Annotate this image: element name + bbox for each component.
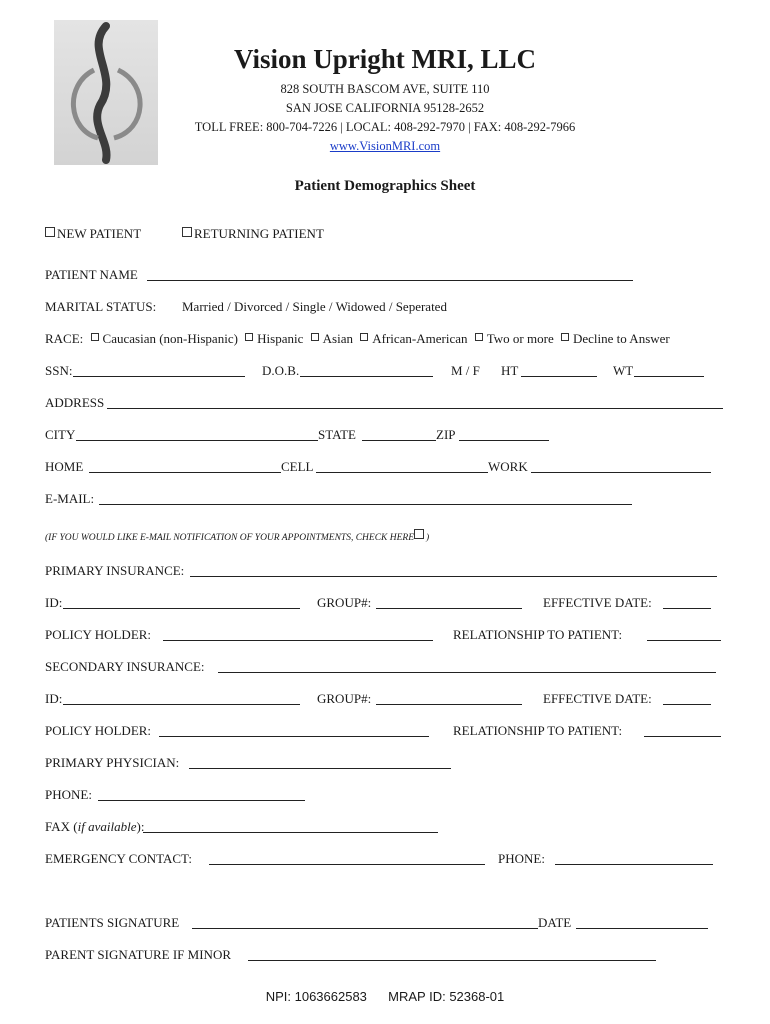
race-checkbox[interactable] (91, 333, 99, 341)
weight-field[interactable] (634, 376, 704, 377)
primary-effective-date-label: EFFECTIVE DATE: (543, 595, 652, 610)
fax-field[interactable] (143, 832, 438, 833)
patient-name-field[interactable] (147, 280, 633, 281)
email-field[interactable] (99, 504, 632, 505)
race-label: RACE: (45, 331, 84, 346)
race-checkbox[interactable] (245, 333, 253, 341)
secondary-group-field[interactable] (376, 704, 522, 705)
secondary-effective-date-label: EFFECTIVE DATE: (543, 691, 652, 706)
primary-effective-date-field[interactable] (663, 608, 711, 609)
fax-label-italic: if available (77, 819, 137, 834)
email-notify-checkbox[interactable] (414, 529, 424, 539)
race-checkbox[interactable] (561, 333, 569, 341)
primary-insurance-field[interactable] (190, 576, 717, 577)
address-line-2: SAN JOSE CALIFORNIA 95128-2652 (285, 101, 485, 115)
secondary-policy-holder-field[interactable] (159, 736, 429, 737)
fax-label-prefix: FAX ( (45, 819, 78, 834)
secondary-insurance-label: SECONDARY INSURANCE: (45, 659, 205, 674)
returning-row (182, 226, 324, 242)
dob-field[interactable] (300, 376, 433, 377)
home-field[interactable] (89, 472, 281, 473)
emergency-contact-label: EMERGENCY CONTACT: (45, 851, 192, 866)
website-link[interactable]: www.VisionMRI.com (329, 139, 441, 153)
address-field[interactable] (107, 408, 723, 409)
race-row (45, 331, 670, 347)
npi-number: NPI: 1063662583 (265, 989, 367, 1004)
primary-group-field[interactable] (376, 608, 522, 609)
race-checkbox[interactable] (360, 333, 368, 341)
footer (0, 989, 770, 1004)
secondary-relationship-field[interactable] (644, 736, 721, 737)
new-patient-label: NEW PATIENT (57, 226, 142, 241)
company-name: Vision Upright MRI, LLC (233, 44, 537, 74)
zip-label: ZIP (436, 427, 456, 442)
city-label: CITY (45, 427, 76, 442)
ssn-field[interactable] (73, 376, 245, 377)
ssn-label: SSN: (45, 363, 73, 378)
height-field[interactable] (521, 376, 597, 377)
secondary-id-label: ID: (45, 691, 63, 706)
work-field[interactable] (531, 472, 711, 473)
secondary-relationship-label: RELATIONSHIP TO PATIENT: (453, 723, 623, 738)
cell-label: CELL (281, 459, 314, 474)
secondary-id-field[interactable] (63, 704, 300, 705)
city-field[interactable] (76, 440, 318, 441)
new-patient-checkbox[interactable] (45, 227, 55, 237)
parent-signature-field[interactable] (248, 960, 656, 961)
signature-date-field[interactable] (576, 928, 708, 929)
fax-label (45, 819, 144, 835)
marital-status-label: MARITAL STATUS: (45, 299, 157, 314)
email-note-end: ) (426, 533, 430, 543)
race-option: Asian (322, 331, 353, 346)
race-checkbox[interactable] (311, 333, 319, 341)
mrap-id: MRAP ID: 52368-01 (388, 989, 505, 1004)
weight-label: WT (613, 363, 634, 378)
company-logo (54, 20, 158, 165)
logo-swoosh-icon (54, 20, 158, 165)
primary-insurance-label: PRIMARY INSURANCE: (45, 563, 185, 578)
parent-signature-label: PARENT SIGNATURE IF MINOR (45, 947, 231, 962)
cell-field[interactable] (316, 472, 488, 473)
race-option: Hispanic (257, 331, 304, 346)
patient-type-row (45, 226, 141, 242)
zip-field[interactable] (459, 440, 549, 441)
sex-label: M / F (451, 363, 480, 378)
sheet-title: Patient Demographics Sheet (294, 178, 476, 194)
height-label: HT (501, 363, 519, 378)
secondary-effective-date-field[interactable] (663, 704, 711, 705)
primary-policy-holder-field[interactable] (163, 640, 433, 641)
secondary-group-label: GROUP#: (317, 691, 372, 706)
primary-id-field[interactable] (63, 608, 300, 609)
marital-options: Married / Divorced / Single / Widowed / Seperated (182, 299, 447, 314)
email-label: E-MAIL: (45, 491, 95, 506)
emergency-contact-field[interactable] (209, 864, 485, 865)
patient-signature-label: PATIENTS SIGNATURE (45, 915, 180, 930)
emergency-phone-label: PHONE: (498, 851, 545, 866)
signature-date-label: DATE (538, 915, 572, 930)
physician-phone-field[interactable] (98, 800, 305, 801)
secondary-policy-holder-label: POLICY HOLDER: (45, 723, 152, 738)
race-option: Two or more (486, 331, 554, 346)
email-note-text: (IF YOU WOULD LIKE E-MAIL NOTIFICATION OF YOUR APPOINTMENTS, CHECK HERE (45, 533, 415, 543)
secondary-insurance-field[interactable] (218, 672, 716, 673)
work-label: WORK (488, 459, 528, 474)
primary-policy-holder-label: POLICY HOLDER: (45, 627, 152, 642)
returning-patient-checkbox[interactable] (182, 227, 192, 237)
race-option: Caucasian (non-Hispanic) (102, 331, 238, 346)
address-line-1: 828 SOUTH BASCOM AVE, SUITE 110 (280, 82, 490, 96)
primary-relationship-field[interactable] (647, 640, 721, 641)
race-option: African-American (372, 331, 468, 346)
email-note (45, 529, 429, 546)
physician-phone-label: PHONE: (45, 787, 92, 802)
race-option: Decline to Answer (572, 331, 670, 346)
phone-line: TOLL FREE: 800-704-7226 | LOCAL: 408-292-7970 | FAX: 408-292-7966 (194, 120, 576, 134)
returning-patient-label: RETURNING PATIENT (194, 226, 324, 241)
home-label: HOME (45, 459, 84, 474)
primary-physician-field[interactable] (189, 768, 451, 769)
fax-label-suffix: ): (136, 819, 145, 834)
primary-physician-label: PRIMARY PHYSICIAN: (45, 755, 180, 770)
primary-relationship-label: RELATIONSHIP TO PATIENT: (453, 627, 623, 642)
race-checkbox[interactable] (475, 333, 483, 341)
patient-name-label: PATIENT NAME (45, 267, 138, 282)
address-label: ADDRESS (45, 395, 105, 410)
emergency-phone-field[interactable] (555, 864, 713, 865)
dob-label: D.O.B. (262, 363, 300, 378)
state-label: STATE (318, 427, 356, 442)
state-field[interactable] (362, 440, 436, 441)
primary-id-label: ID: (45, 595, 63, 610)
primary-group-label: GROUP#: (317, 595, 372, 610)
patient-signature-field[interactable] (192, 928, 538, 929)
